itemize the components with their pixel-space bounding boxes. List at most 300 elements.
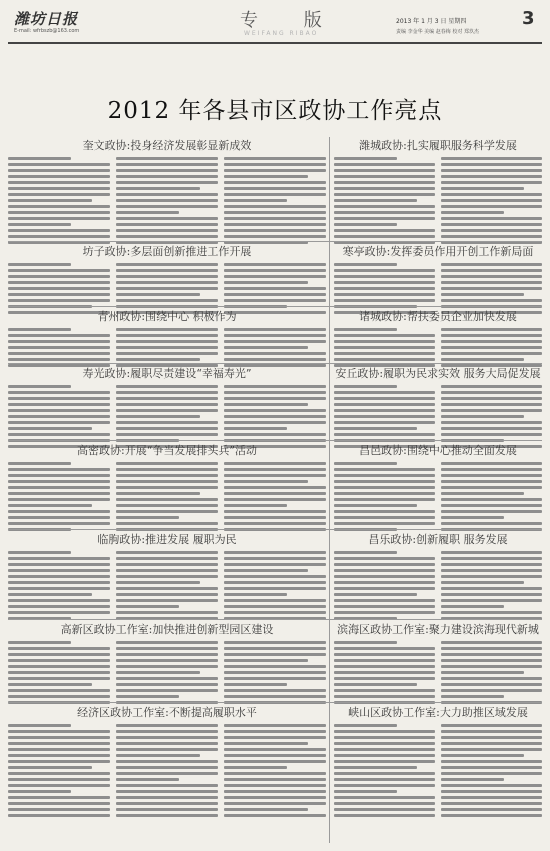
- paper-logo: 潍坊日报: [14, 10, 79, 28]
- article-body: [334, 385, 542, 451]
- text-line: [116, 199, 218, 202]
- text-line: [224, 736, 326, 739]
- article-title: 寿光政协:履职尽责建设“幸福寿光”: [82, 367, 252, 380]
- text-column: [441, 157, 542, 247]
- text-line: [8, 748, 110, 751]
- text-line: [334, 665, 435, 668]
- masthead-rule: [8, 42, 542, 44]
- text-line: [441, 522, 542, 525]
- text-line: [334, 187, 435, 190]
- text-line: [8, 193, 110, 196]
- text-line: [224, 498, 326, 501]
- text-column: [8, 385, 110, 451]
- text-line: [334, 181, 435, 184]
- text-line: [334, 599, 435, 602]
- text-line: [224, 163, 326, 166]
- text-line: [116, 575, 218, 578]
- text-line: [224, 175, 308, 178]
- row-divider: [8, 363, 542, 364]
- article-body: [334, 157, 542, 247]
- text-line: [8, 814, 110, 817]
- text-line: [116, 427, 218, 430]
- text-line: [8, 486, 110, 489]
- article-body: [334, 263, 542, 317]
- text-line: [334, 766, 417, 769]
- text-line: [334, 498, 435, 501]
- text-line: [334, 385, 397, 388]
- article-gaoxin: [8, 623, 326, 707]
- text-line: [441, 397, 542, 400]
- text-line: [441, 724, 542, 727]
- text-line: [224, 391, 326, 394]
- text-line: [334, 340, 435, 343]
- text-line: [441, 193, 542, 196]
- text-line: [116, 205, 218, 208]
- text-line: [116, 340, 218, 343]
- text-line: [441, 211, 504, 214]
- text-line: [224, 808, 308, 811]
- text-line: [441, 403, 542, 406]
- text-line: [8, 421, 110, 424]
- text-line: [8, 778, 110, 781]
- text-line: [334, 730, 435, 733]
- text-line: [334, 462, 397, 465]
- text-line: [8, 293, 110, 296]
- text-line: [224, 427, 287, 430]
- text-line: [441, 689, 542, 692]
- text-line: [441, 695, 504, 698]
- article-title: 高密政协:开展“争当发展排头兵”活动: [77, 444, 257, 457]
- text-line: [334, 486, 435, 489]
- text-line: [224, 522, 326, 525]
- text-line: [8, 187, 110, 190]
- text-line: [441, 784, 542, 787]
- text-line: [224, 665, 326, 668]
- text-line: [441, 427, 542, 430]
- text-line: [8, 742, 110, 745]
- text-line: [116, 593, 218, 596]
- text-line: [116, 695, 179, 698]
- text-column: [116, 263, 218, 317]
- text-line: [334, 175, 435, 178]
- text-line: [8, 281, 110, 284]
- editor-credits: 责编 李金华 美编 赵春梅 校对 郑玖杰: [396, 29, 479, 35]
- text-line: [224, 766, 287, 769]
- text-column: [441, 551, 542, 623]
- text-line: [8, 269, 110, 272]
- text-line: [334, 748, 435, 751]
- article-title: 奎文政协:投身经济发展彰显新成效: [82, 139, 252, 152]
- text-line: [334, 169, 435, 172]
- text-line: [441, 748, 542, 751]
- text-line: [116, 760, 218, 763]
- text-line: [8, 760, 110, 763]
- article-body: [334, 462, 542, 534]
- text-line: [8, 593, 92, 596]
- text-line: [334, 742, 435, 745]
- text-line: [116, 790, 218, 793]
- article-title: 滨海区政协工作室:聚力建设滨海现代新城: [337, 623, 539, 636]
- text-line: [8, 199, 92, 202]
- text-column: [224, 641, 326, 707]
- text-line: [334, 557, 435, 560]
- text-line: [8, 205, 110, 208]
- text-line: [334, 397, 435, 400]
- text-line: [224, 269, 326, 272]
- text-line: [116, 462, 218, 465]
- text-line: [334, 778, 435, 781]
- text-column: [441, 263, 542, 317]
- text-line: [441, 299, 542, 302]
- text-column: [8, 263, 110, 317]
- text-line: [116, 730, 218, 733]
- text-line: [224, 730, 326, 733]
- text-line: [441, 808, 542, 811]
- text-line: [441, 157, 542, 160]
- text-line: [441, 391, 542, 394]
- text-line: [116, 551, 218, 554]
- text-line: [441, 677, 542, 680]
- text-line: [224, 415, 326, 418]
- text-line: [8, 433, 110, 436]
- text-line: [334, 211, 435, 214]
- text-line: [334, 796, 435, 799]
- text-line: [441, 766, 542, 769]
- text-line: [441, 504, 542, 507]
- text-line: [8, 223, 71, 226]
- text-line: [441, 510, 542, 513]
- text-column: [8, 157, 110, 247]
- text-line: [441, 175, 542, 178]
- article-zhucheng: [334, 310, 542, 370]
- text-line: [116, 581, 200, 584]
- text-line: [334, 510, 435, 513]
- text-line: [116, 689, 218, 692]
- text-line: [8, 641, 71, 644]
- text-line: [334, 760, 435, 763]
- text-line: [334, 516, 435, 519]
- text-line: [334, 427, 417, 430]
- text-line: [224, 742, 308, 745]
- text-line: [116, 808, 218, 811]
- text-line: [116, 605, 179, 608]
- text-line: [224, 510, 326, 513]
- text-line: [8, 287, 110, 290]
- text-line: [224, 235, 326, 238]
- text-column: [224, 462, 326, 534]
- text-column: [224, 263, 326, 317]
- text-line: [334, 403, 435, 406]
- text-line: [441, 665, 542, 668]
- text-line: [116, 659, 218, 662]
- text-column: [334, 385, 435, 451]
- article-linqu: [8, 533, 326, 623]
- text-line: [8, 235, 110, 238]
- text-column: [334, 641, 435, 707]
- text-line: [8, 328, 71, 331]
- text-line: [334, 551, 397, 554]
- text-line: [8, 462, 71, 465]
- text-line: [224, 157, 326, 160]
- text-line: [334, 683, 417, 686]
- text-line: [116, 778, 179, 781]
- text-column: [441, 385, 542, 451]
- text-line: [8, 802, 110, 805]
- text-line: [224, 575, 326, 578]
- text-line: [8, 587, 110, 590]
- text-line: [224, 403, 308, 406]
- text-line: [224, 328, 326, 331]
- text-line: [441, 181, 542, 184]
- text-line: [334, 433, 435, 436]
- text-line: [116, 352, 218, 355]
- text-line: [116, 796, 218, 799]
- text-line: [334, 409, 435, 412]
- text-line: [116, 683, 218, 686]
- text-column: [224, 551, 326, 623]
- text-line: [224, 724, 326, 727]
- text-line: [116, 229, 218, 232]
- text-line: [224, 647, 326, 650]
- text-line: [334, 299, 435, 302]
- text-line: [116, 334, 218, 337]
- text-line: [8, 724, 71, 727]
- text-line: [334, 199, 417, 202]
- text-line: [441, 169, 542, 172]
- article-body: [8, 462, 326, 534]
- text-line: [224, 205, 326, 208]
- text-line: [116, 510, 218, 513]
- text-line: [441, 492, 524, 495]
- text-line: [224, 557, 326, 560]
- text-line: [8, 397, 110, 400]
- text-column: [116, 462, 218, 534]
- text-line: [8, 157, 71, 160]
- text-line: [224, 659, 308, 662]
- text-line: [334, 772, 435, 775]
- text-line: [224, 397, 326, 400]
- text-line: [224, 334, 326, 337]
- text-line: [334, 480, 435, 483]
- text-line: [334, 504, 417, 507]
- text-line: [116, 299, 218, 302]
- text-line: [334, 281, 435, 284]
- text-line: [224, 611, 326, 614]
- text-column: [116, 157, 218, 247]
- text-line: [224, 695, 326, 698]
- text-line: [8, 403, 110, 406]
- text-line: [224, 641, 326, 644]
- text-line: [116, 563, 218, 566]
- text-line: [116, 269, 218, 272]
- text-line: [441, 754, 524, 757]
- text-line: [8, 299, 110, 302]
- text-column: [334, 724, 435, 820]
- text-line: [224, 340, 326, 343]
- text-line: [224, 281, 308, 284]
- text-line: [334, 659, 435, 662]
- text-line: [334, 593, 417, 596]
- text-line: [334, 328, 397, 331]
- section-pinyin: WEIFANG RIBAO: [244, 30, 319, 37]
- text-line: [441, 575, 542, 578]
- text-line: [224, 569, 308, 572]
- text-line: [334, 468, 435, 471]
- text-line: [8, 647, 110, 650]
- text-line: [441, 287, 542, 290]
- text-line: [224, 772, 326, 775]
- text-line: [334, 157, 397, 160]
- text-line: [8, 263, 71, 266]
- text-line: [8, 169, 110, 172]
- text-line: [116, 677, 218, 680]
- text-line: [116, 211, 179, 214]
- text-line: [8, 492, 110, 495]
- text-line: [224, 486, 326, 489]
- text-line: [116, 802, 218, 805]
- text-line: [224, 187, 326, 190]
- text-line: [8, 784, 110, 787]
- text-line: [334, 492, 435, 495]
- text-line: [116, 187, 200, 190]
- text-line: [8, 498, 110, 501]
- text-line: [441, 569, 542, 572]
- text-line: [116, 409, 218, 412]
- masthead: [8, 6, 542, 40]
- text-line: [334, 163, 435, 166]
- text-line: [8, 510, 110, 513]
- article-title: 安丘政协:履职为民求实效 服务大局促发展: [335, 367, 541, 380]
- text-line: [224, 433, 326, 436]
- text-line: [224, 790, 326, 793]
- text-line: [8, 358, 110, 361]
- text-line: [224, 587, 326, 590]
- article-body: [8, 157, 326, 247]
- text-line: [441, 163, 542, 166]
- text-column: [441, 641, 542, 707]
- text-line: [224, 223, 326, 226]
- text-line: [224, 181, 326, 184]
- text-line: [8, 790, 71, 793]
- text-line: [116, 385, 218, 388]
- text-line: [116, 516, 179, 519]
- text-column: [8, 551, 110, 623]
- text-line: [116, 391, 218, 394]
- text-line: [8, 522, 110, 525]
- text-line: [116, 611, 218, 614]
- text-line: [334, 334, 435, 337]
- text-line: [441, 199, 542, 202]
- text-line: [224, 287, 326, 290]
- text-line: [441, 683, 542, 686]
- text-line: [8, 581, 110, 584]
- text-line: [224, 358, 326, 361]
- text-line: [8, 352, 110, 355]
- text-line: [441, 790, 542, 793]
- text-line: [224, 352, 326, 355]
- text-line: [8, 796, 110, 799]
- text-line: [334, 474, 435, 477]
- text-line: [8, 175, 110, 178]
- text-line: [334, 736, 435, 739]
- text-line: [8, 181, 110, 184]
- text-line: [441, 611, 542, 614]
- text-line: [224, 346, 308, 349]
- text-line: [116, 492, 200, 495]
- article-body: [8, 724, 326, 820]
- text-line: [441, 802, 542, 805]
- text-line: [8, 659, 110, 662]
- text-line: [116, 814, 218, 817]
- text-line: [441, 474, 542, 477]
- article-title: 经济区政协工作室:不断提高履职水平: [77, 706, 257, 719]
- article-binhai: [334, 623, 542, 707]
- text-line: [224, 293, 326, 296]
- issue-date: 2013 年 1 月 3 日 星期四: [396, 18, 467, 25]
- text-line: [334, 641, 397, 644]
- text-line: [116, 235, 218, 238]
- text-line: [116, 784, 218, 787]
- article-changyi: [334, 444, 542, 534]
- text-line: [224, 599, 326, 602]
- text-line: [8, 772, 110, 775]
- text-column: [224, 385, 326, 451]
- text-line: [224, 217, 326, 220]
- email-line: E-mail: wfrbszb@163.com: [14, 28, 80, 34]
- text-line: [334, 269, 435, 272]
- text-line: [441, 334, 542, 337]
- row-divider: [8, 529, 542, 530]
- text-column: [334, 263, 435, 317]
- text-line: [116, 498, 218, 501]
- text-column: [334, 462, 435, 534]
- text-line: [224, 784, 326, 787]
- text-line: [334, 695, 435, 698]
- text-line: [224, 299, 326, 302]
- text-line: [441, 281, 542, 284]
- text-line: [441, 671, 524, 674]
- text-line: [116, 263, 218, 266]
- text-line: [8, 665, 110, 668]
- text-line: [441, 736, 542, 739]
- text-column: [224, 157, 326, 247]
- text-line: [334, 569, 435, 572]
- text-line: [224, 169, 326, 172]
- text-line: [224, 671, 326, 674]
- text-line: [116, 193, 218, 196]
- text-line: [441, 229, 542, 232]
- text-column: [441, 724, 542, 820]
- text-line: [8, 415, 110, 418]
- text-line: [116, 504, 218, 507]
- text-line: [334, 522, 435, 525]
- text-line: [8, 468, 110, 471]
- text-line: [8, 385, 71, 388]
- text-column: [334, 157, 435, 247]
- row-divider: [8, 440, 542, 441]
- row-divider: [8, 619, 542, 620]
- article-xiashan: [334, 706, 542, 820]
- text-column: [116, 724, 218, 820]
- text-line: [224, 480, 308, 483]
- text-line: [334, 391, 435, 394]
- text-line: [224, 581, 326, 584]
- text-line: [224, 814, 326, 817]
- text-line: [441, 563, 542, 566]
- text-line: [441, 346, 542, 349]
- text-line: [224, 683, 287, 686]
- text-line: [224, 229, 326, 232]
